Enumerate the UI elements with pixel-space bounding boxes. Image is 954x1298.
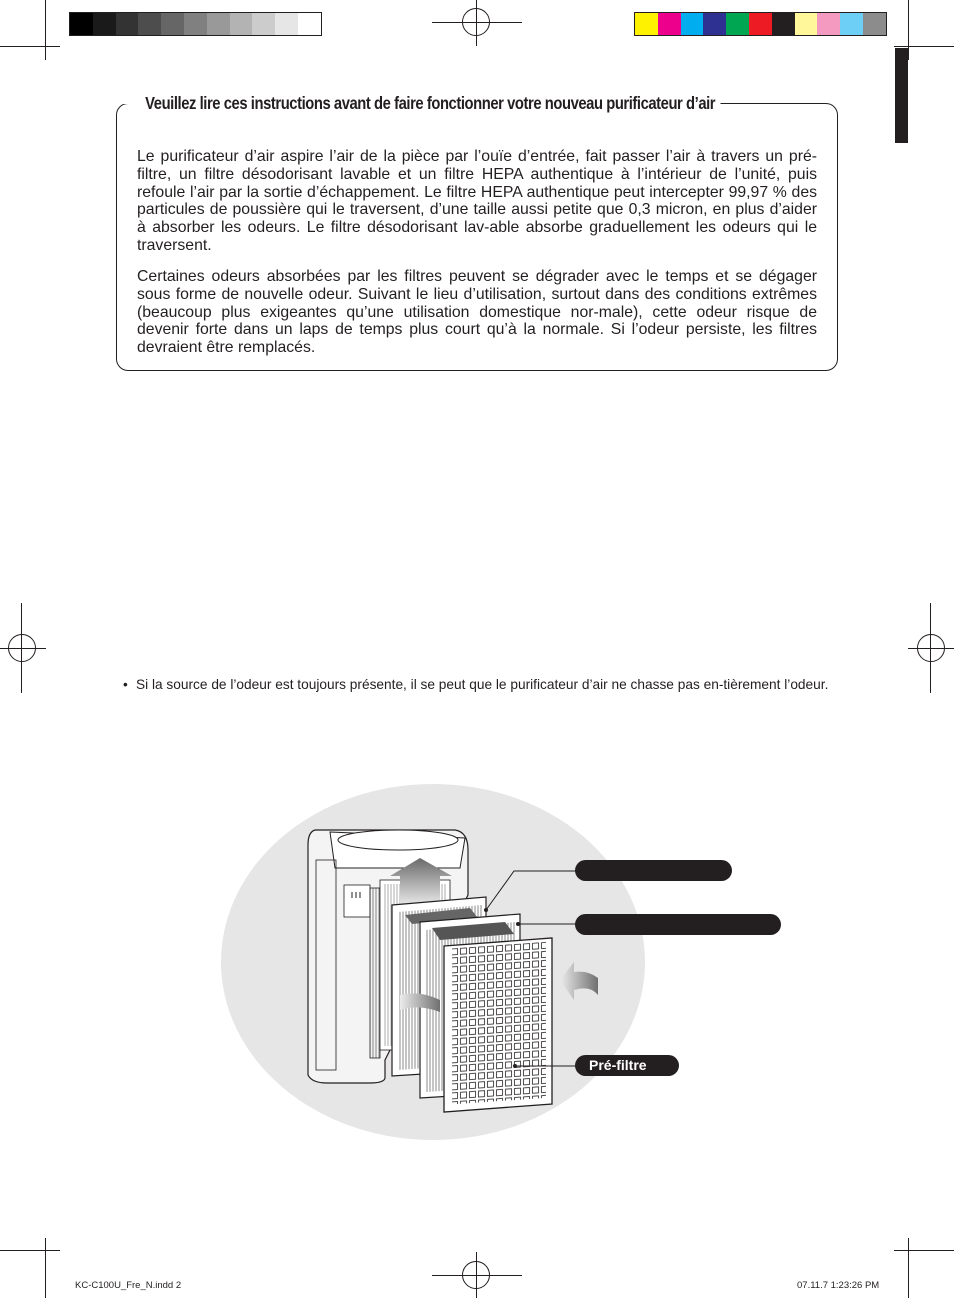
label-prefilter: Pré-filtre: [575, 1055, 679, 1076]
label-filter-middle: [575, 914, 781, 935]
bullet-marker: •: [123, 677, 128, 692]
bullet-text: Si la source de l’odeur est toujours présente, il se peut que le purificateur d’air ne chasse pas en-tièrement l’odeur.: [136, 677, 829, 692]
footer-filename: KC-C100U_Fre_N.indd 2: [75, 1280, 182, 1291]
notice-paragraph-2: Certaines odeurs absorbées par les filtres peuvent se dégrader avec le temps et se dégager sous forme de nouvelle odeur. Suivant le lieu d’utilisation, surtout dans des conditions extrêmes (beaucoup plus exigeantes qu’une utilisation domestique nor-male), cette odeur risque de devenir forte dans un laps de temps plus court qu’à la normale. Si l’odeur persiste, les filtres devraient être remplacés.: [137, 268, 817, 357]
footer-timestamp: 07.11.7 1:23:26 PM: [797, 1280, 880, 1291]
notice-title: Veuillez lire ces instructions avant de faire fonctionner votre nouveau purificateur d’air: [140, 93, 720, 114]
notice-paragraph-1: Le purificateur d’air aspire l’air de la pièce par l’ouïe d’entrée, fait passer l’air à travers un pré-filtre, un filtre désodorisant lavable et un filtre HEPA authentique à l’intérieur de l’unité, puis refoule l’air par la sortie d’échappement. Le filtre HEPA authentique peut intercepter 99,97 % des particules de poussière qui le traversent, d’une taille aussi petite que 0,3 micron, en plus d’aider à absorber les odeurs. Le filtre désodorisant lav-able absorbe graduellement les odeurs qui le traversent.: [137, 148, 817, 254]
prefilter-panel: [444, 938, 552, 1112]
label-filter-top: [575, 860, 732, 881]
